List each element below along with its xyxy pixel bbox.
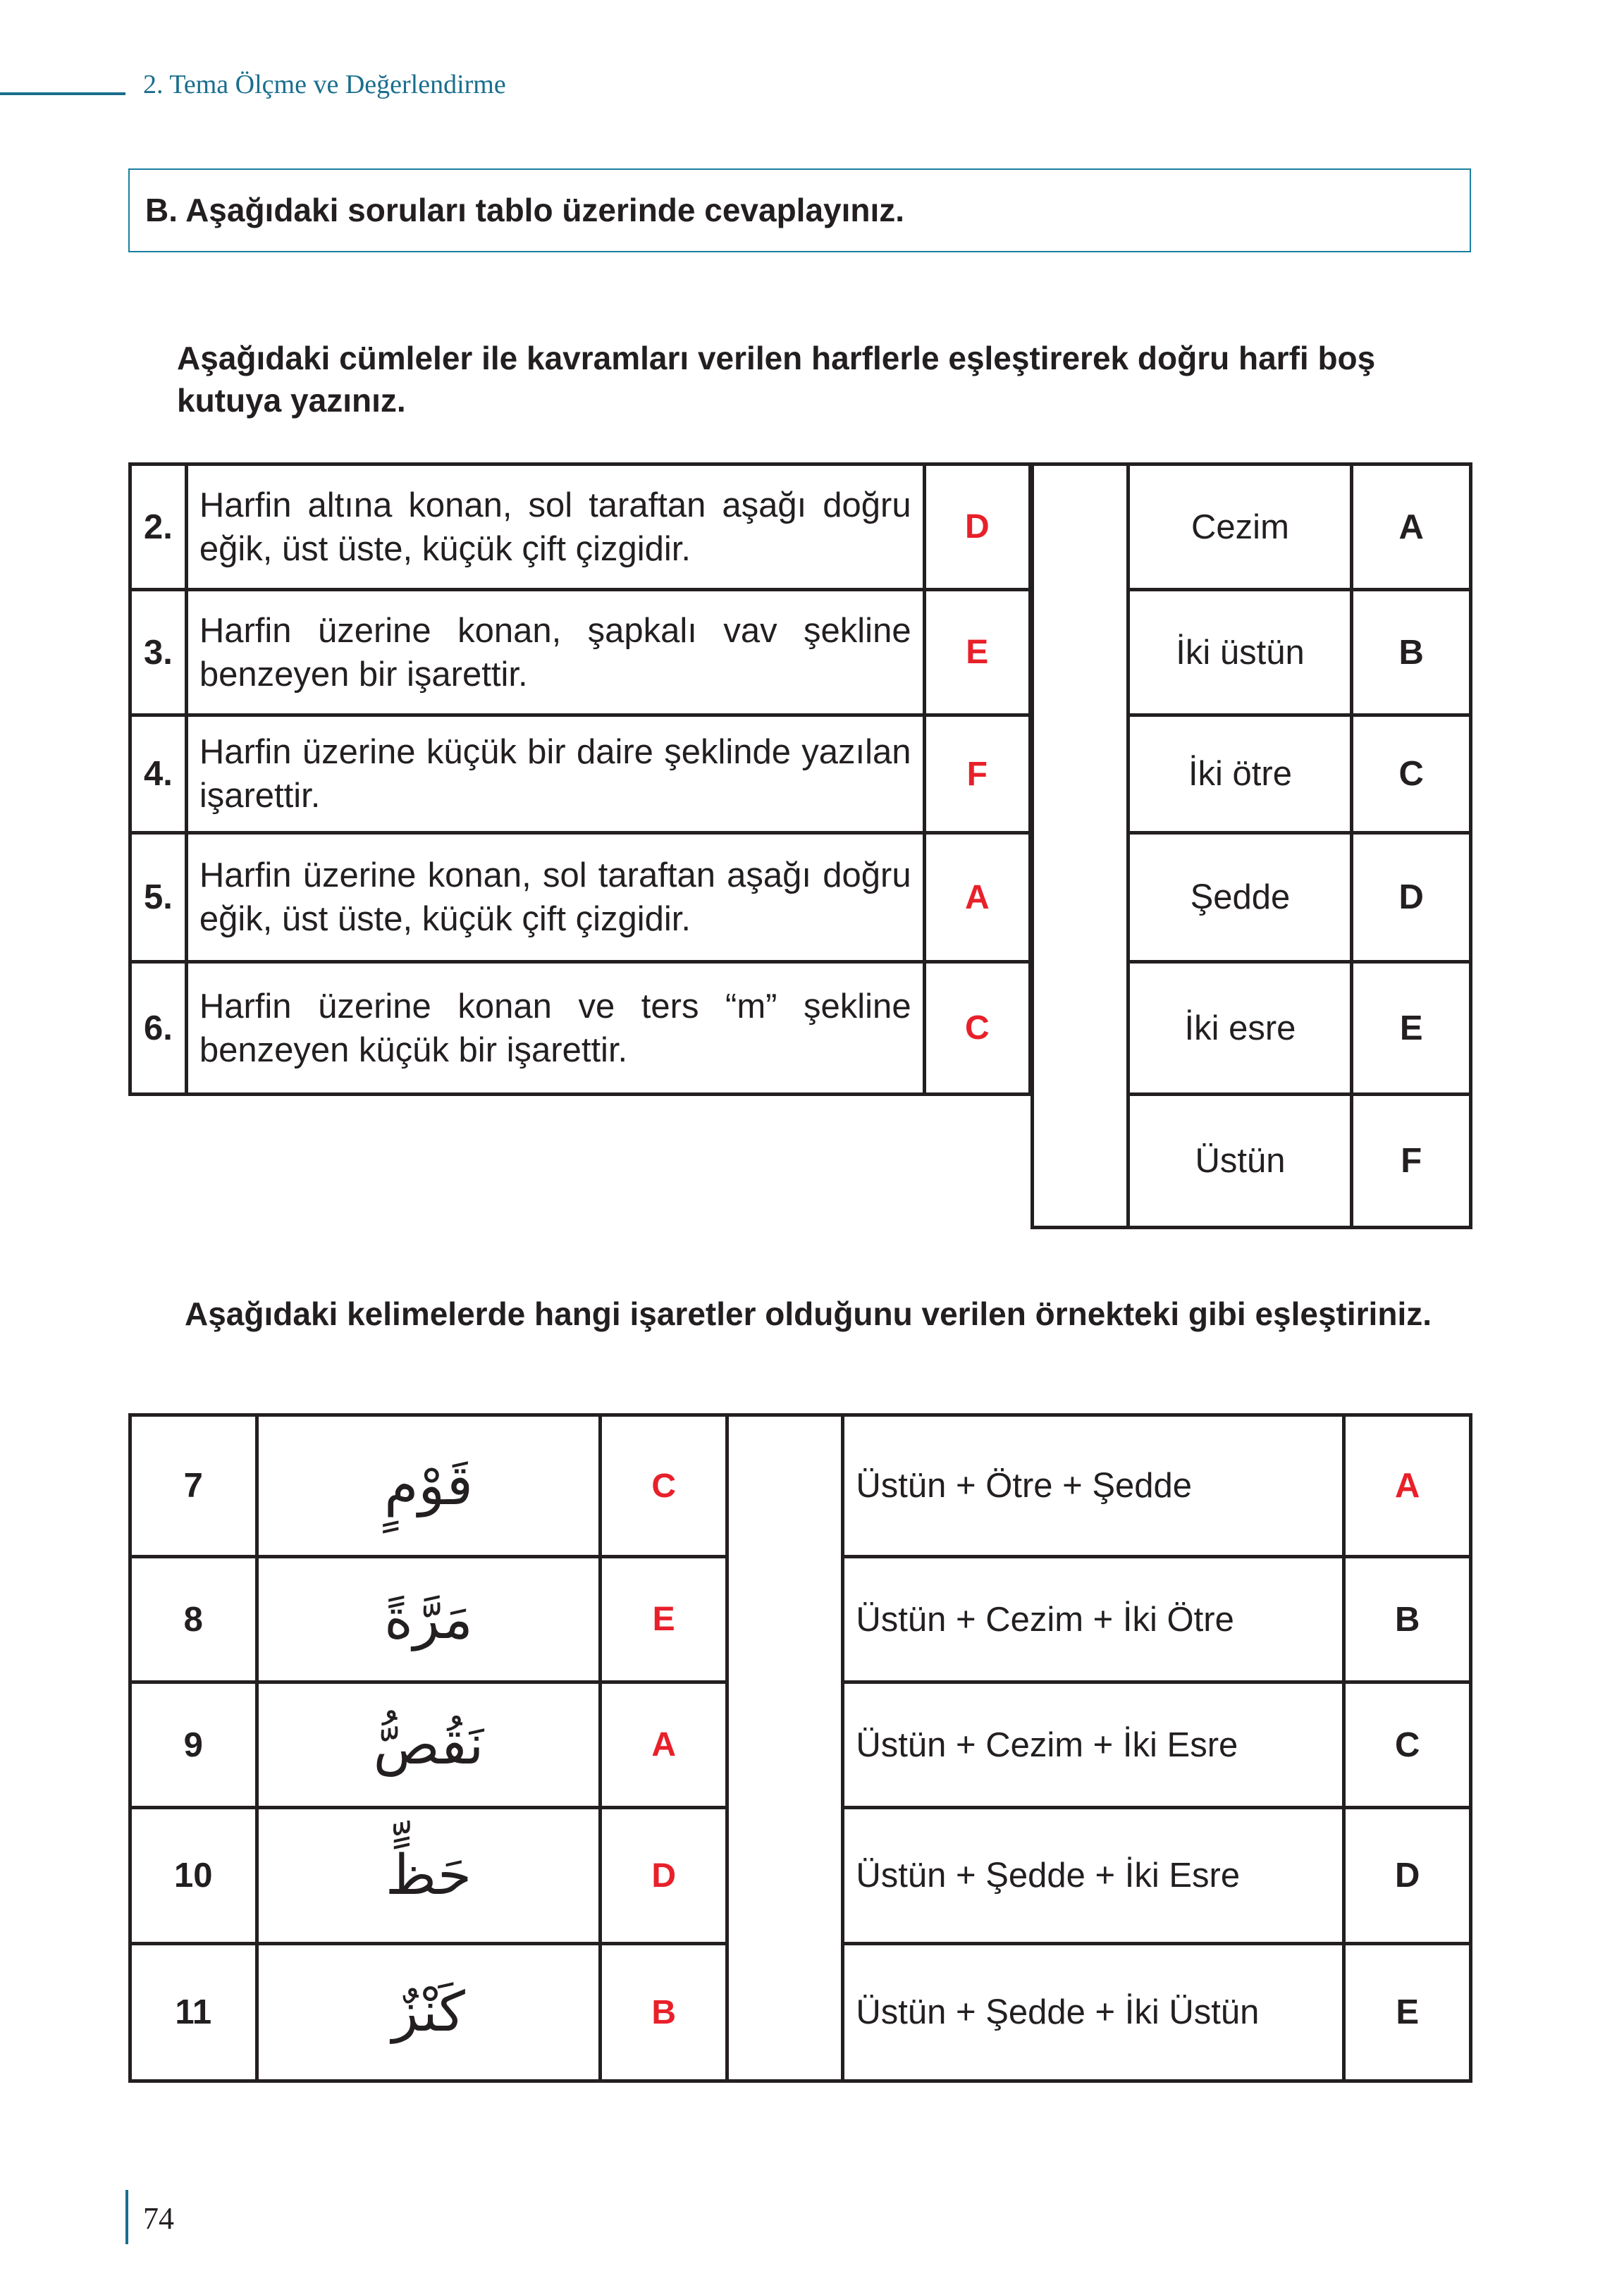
question-number: 6. bbox=[130, 962, 187, 1095]
question-text: Harfin üzerine konan ve ters “m” şekline benzeyen küçük bir işarettir. bbox=[186, 962, 924, 1095]
word-row bbox=[130, 1415, 1471, 1557]
option-term: Şedde bbox=[1128, 833, 1352, 962]
question-text: Harfin üzerine küçük bir daire şeklinde yazılan işarettir. bbox=[186, 715, 924, 833]
answer-box[interactable]: C bbox=[924, 962, 1030, 1095]
question-row bbox=[130, 833, 1031, 962]
questions-table bbox=[128, 462, 1032, 1096]
option-term: Üstün bbox=[1128, 1095, 1352, 1228]
words-table bbox=[128, 1413, 1472, 2083]
answer-box[interactable]: F bbox=[924, 715, 1030, 833]
answer-box[interactable]: C bbox=[601, 1415, 727, 1557]
question-text: Harfin altına konan, sol taraftan aşağı doğru eğik, üst üste, küçük çift çizgidir. bbox=[186, 464, 924, 590]
mark-combination: Üstün + Cezim + İki Esre bbox=[843, 1682, 1344, 1808]
part2-instruction: Aşağıdaki kelimelerde hangi işaretler olduğunu verilen örnekteki gibi eşleştiriniz. bbox=[185, 1295, 1432, 1332]
mark-combination: Üstün + Şedde + İki Esre bbox=[843, 1808, 1344, 1944]
answer-box[interactable]: E bbox=[924, 590, 1030, 715]
answer-box[interactable]: B bbox=[601, 1944, 727, 2081]
mark-combination: Üstün + Şedde + İki Üstün bbox=[843, 1944, 1344, 2081]
answer-box[interactable]: D bbox=[924, 464, 1030, 590]
word-number: 7 bbox=[130, 1415, 257, 1557]
combination-letter: E bbox=[1344, 1944, 1471, 2081]
spacer-column bbox=[727, 1415, 842, 2081]
word-number: 9 bbox=[130, 1682, 257, 1808]
question-row bbox=[130, 715, 1031, 833]
arabic-word: نَقُصُّ bbox=[257, 1682, 601, 1808]
answer-box[interactable]: D bbox=[601, 1808, 727, 1944]
combination-letter: C bbox=[1344, 1682, 1471, 1808]
answer-box[interactable]: A bbox=[924, 833, 1030, 962]
question-row bbox=[130, 464, 1031, 590]
spacer-column bbox=[1033, 464, 1128, 1228]
word-number: 10 bbox=[130, 1808, 257, 1944]
option-term: İki üstün bbox=[1128, 590, 1352, 715]
question-number: 3. bbox=[130, 590, 187, 715]
word-number: 11 bbox=[130, 1944, 257, 2081]
question-number: 5. bbox=[130, 833, 187, 962]
arabic-word: كَنْزٌ bbox=[257, 1944, 601, 2081]
question-text: Harfin üzerine konan, şapkalı vav şekline benzeyen bir işarettir. bbox=[186, 590, 924, 715]
section-title: B. Aşağıdaki soruları tablo üzerinde cevaplayınız. bbox=[128, 168, 1471, 252]
combination-letter: A bbox=[1344, 1415, 1471, 1557]
option-letter: B bbox=[1352, 590, 1471, 715]
arabic-word: حَظٍّ bbox=[257, 1808, 601, 1944]
page-number-bar bbox=[125, 2190, 128, 2244]
arabic-word: قَوْمٍ bbox=[257, 1415, 601, 1557]
mark-combination: Üstün + Cezim + İki Ötre bbox=[843, 1557, 1344, 1682]
options-table bbox=[1031, 462, 1472, 1229]
option-term: İki ötre bbox=[1128, 715, 1352, 833]
word-number: 8 bbox=[130, 1557, 257, 1682]
option-letter: F bbox=[1352, 1095, 1471, 1228]
option-row bbox=[1033, 464, 1471, 590]
combination-letter: B bbox=[1344, 1557, 1471, 1682]
answer-box[interactable]: E bbox=[601, 1557, 727, 1682]
option-letter: D bbox=[1352, 833, 1471, 962]
option-letter: E bbox=[1352, 962, 1471, 1095]
option-letter: C bbox=[1352, 715, 1471, 833]
part1-instruction: Aşağıdaki cümleler ile kavramları verilen harflerle eşleştirerek doğru harfi boş kutuya yazınız. bbox=[177, 340, 1376, 419]
combination-letter: D bbox=[1344, 1808, 1471, 1944]
question-number: 4. bbox=[130, 715, 187, 833]
question-row bbox=[130, 962, 1031, 1095]
option-letter: A bbox=[1352, 464, 1471, 590]
question-text: Harfin üzerine konan, sol taraftan aşağı doğru eğik, üst üste, küçük çift çizgidir. bbox=[186, 833, 924, 962]
page-number: 74 bbox=[143, 2201, 174, 2236]
arabic-word: مَرَّةً bbox=[257, 1557, 601, 1682]
answer-box[interactable]: A bbox=[601, 1682, 727, 1808]
question-row bbox=[130, 590, 1031, 715]
header-title: 2. Tema Ölçme ve Değerlendirme bbox=[143, 70, 506, 99]
option-term: Cezim bbox=[1128, 464, 1352, 590]
mark-combination: Üstün + Ötre + Şedde bbox=[843, 1415, 1344, 1557]
option-term: İki esre bbox=[1128, 962, 1352, 1095]
header-rule bbox=[0, 92, 125, 95]
question-number: 2. bbox=[130, 464, 187, 590]
